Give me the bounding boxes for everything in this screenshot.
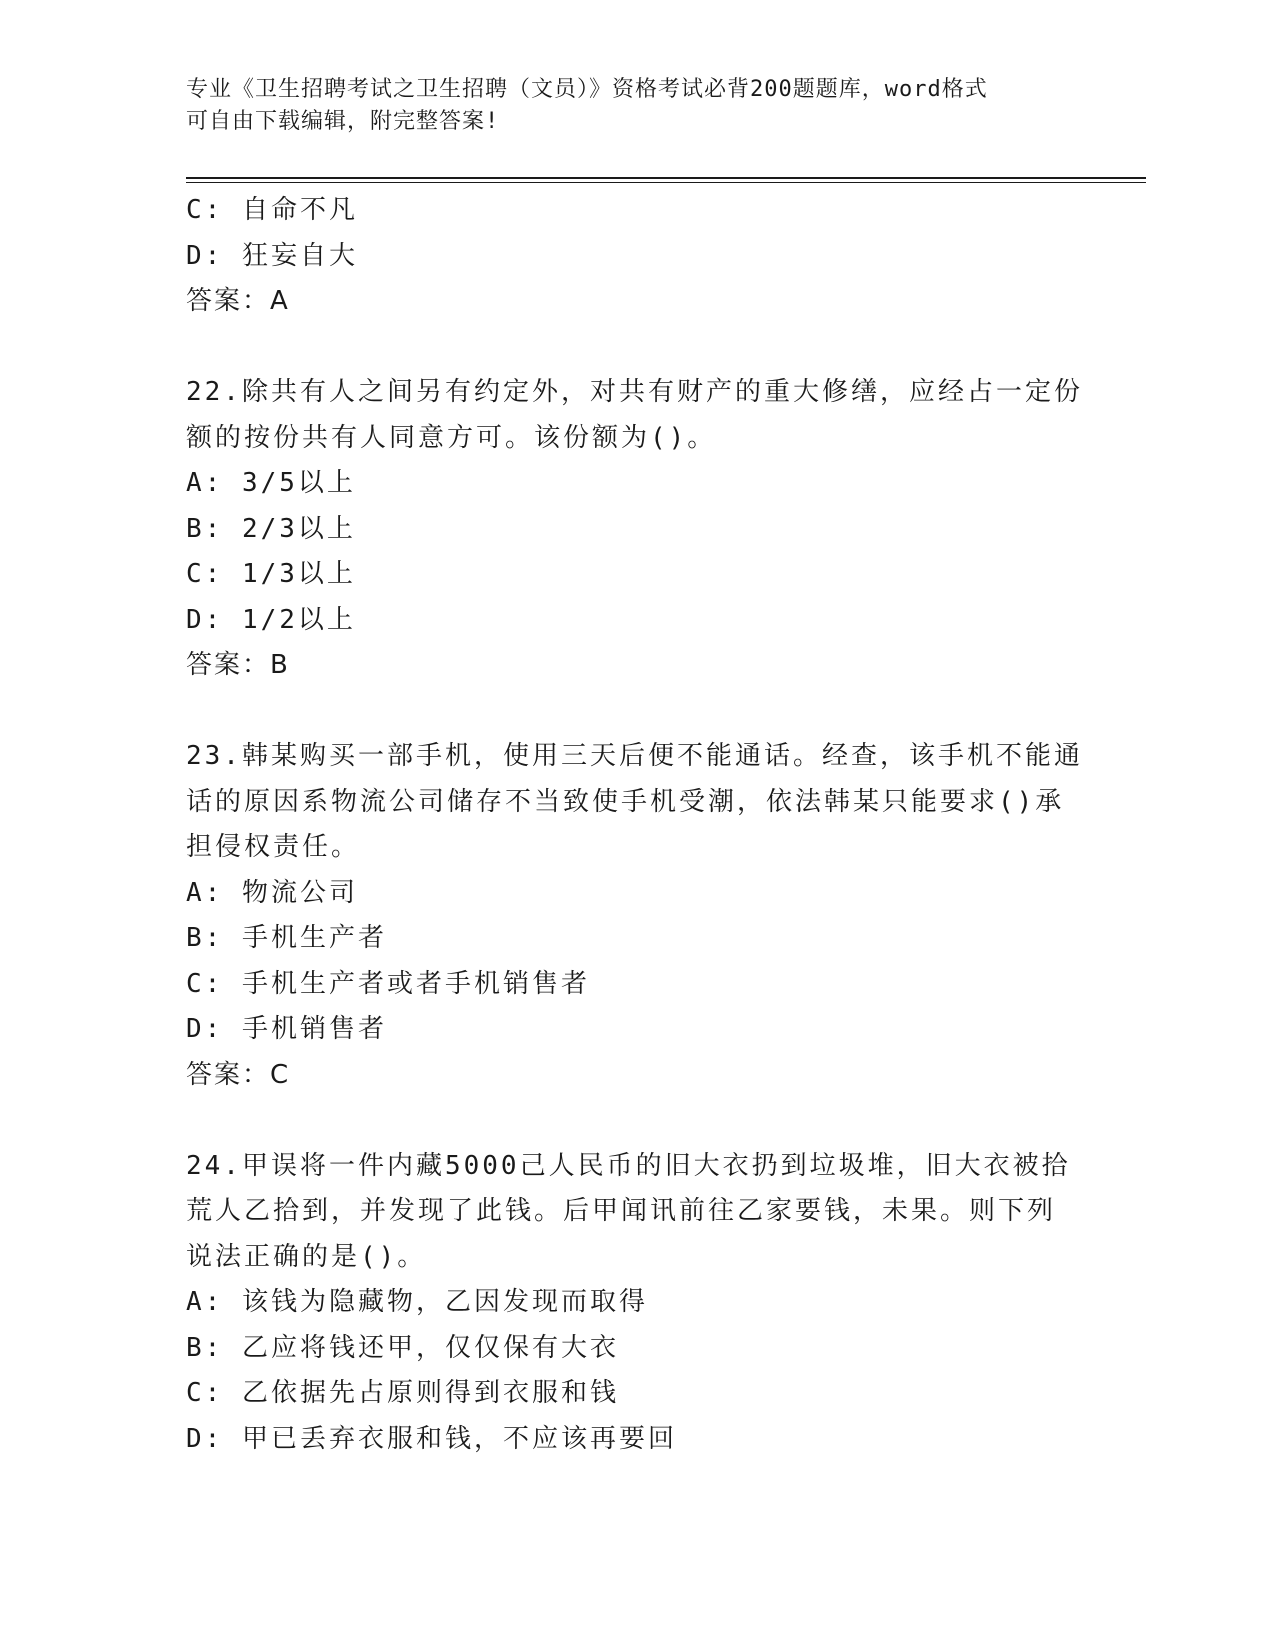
question-stem-line: 23.韩某购买一部手机，使用三天后便不能通话。经查，该手机不能通 — [186, 741, 1083, 771]
question-stem-line: 说法正确的是()。 — [186, 1241, 427, 1272]
option-c: C: 1/3以上 — [186, 559, 356, 589]
option-d: D: 手机销售者 — [186, 1014, 387, 1044]
question-23 — [186, 734, 1083, 1098]
question-22 — [186, 370, 1083, 689]
option-c: C: 自命不凡 — [186, 195, 358, 225]
answer-line: 答案：C — [186, 1059, 291, 1090]
option-d: D: 甲已丢弃衣服和钱，不应该再要回 — [186, 1423, 677, 1454]
question-21-tail — [186, 188, 1066, 325]
question-list — [186, 188, 1083, 1462]
option-b: B: 手机生产者 — [186, 923, 387, 953]
option-d: D: 1/2以上 — [186, 604, 356, 635]
option-a: A: 该钱为隐藏物，乙因发现而取得 — [186, 1287, 648, 1317]
question-24 — [186, 1144, 1071, 1463]
option-c: C: 手机生产者或者手机销售者 — [186, 968, 590, 999]
option-b: B: 乙应将钱还甲，仅仅保有大衣 — [186, 1332, 619, 1363]
question-spacer — [186, 1098, 1066, 1144]
option-c: C: 乙依据先占原则得到衣服和钱 — [186, 1378, 619, 1408]
question-stem-line: 担侵权责任。 — [186, 832, 361, 862]
question-stem-line: 22.除共有人之间另有约定外，对共有财产的重大修缮，应经占一定份 — [186, 377, 1083, 407]
question-spacer — [186, 689, 1066, 735]
answer-line: 答案：A — [186, 286, 290, 316]
document-page — [186, 0, 1146, 1650]
document-header — [186, 74, 1066, 138]
question-spacer — [186, 325, 1066, 371]
question-stem-line: 额的按份共有人同意方可。该份额为()。 — [186, 422, 717, 453]
question-stem-line: 话的原因系物流公司储存不当致使手机受潮，依法韩某只能要求()承 — [186, 786, 1065, 817]
header-divider-thin — [186, 182, 1146, 183]
answer-line: 答案：B — [186, 650, 290, 680]
question-stem-line: 荒人乙拾到，并发现了此钱。后甲闻讯前往乙家要钱，未果。则下列 — [186, 1196, 1057, 1226]
option-b: B: 2/3以上 — [186, 513, 356, 544]
option-a: A: 3/5以上 — [186, 468, 356, 498]
header-divider-thick — [186, 177, 1146, 179]
option-a: A: 物流公司 — [186, 877, 358, 908]
option-d: D: 狂妄自大 — [186, 240, 358, 271]
question-stem-line: 24.甲误将一件内藏5000己人民币的旧大衣扔到垃圾堆，旧大衣被拾 — [186, 1150, 1071, 1181]
header-title-line-2: 可自由下载编辑，附完整答案! — [186, 109, 500, 134]
header-title-line-1: 专业《卫生招聘考试之卫生招聘（文员）》资格考试必背200题题库，word格式 — [186, 77, 988, 102]
